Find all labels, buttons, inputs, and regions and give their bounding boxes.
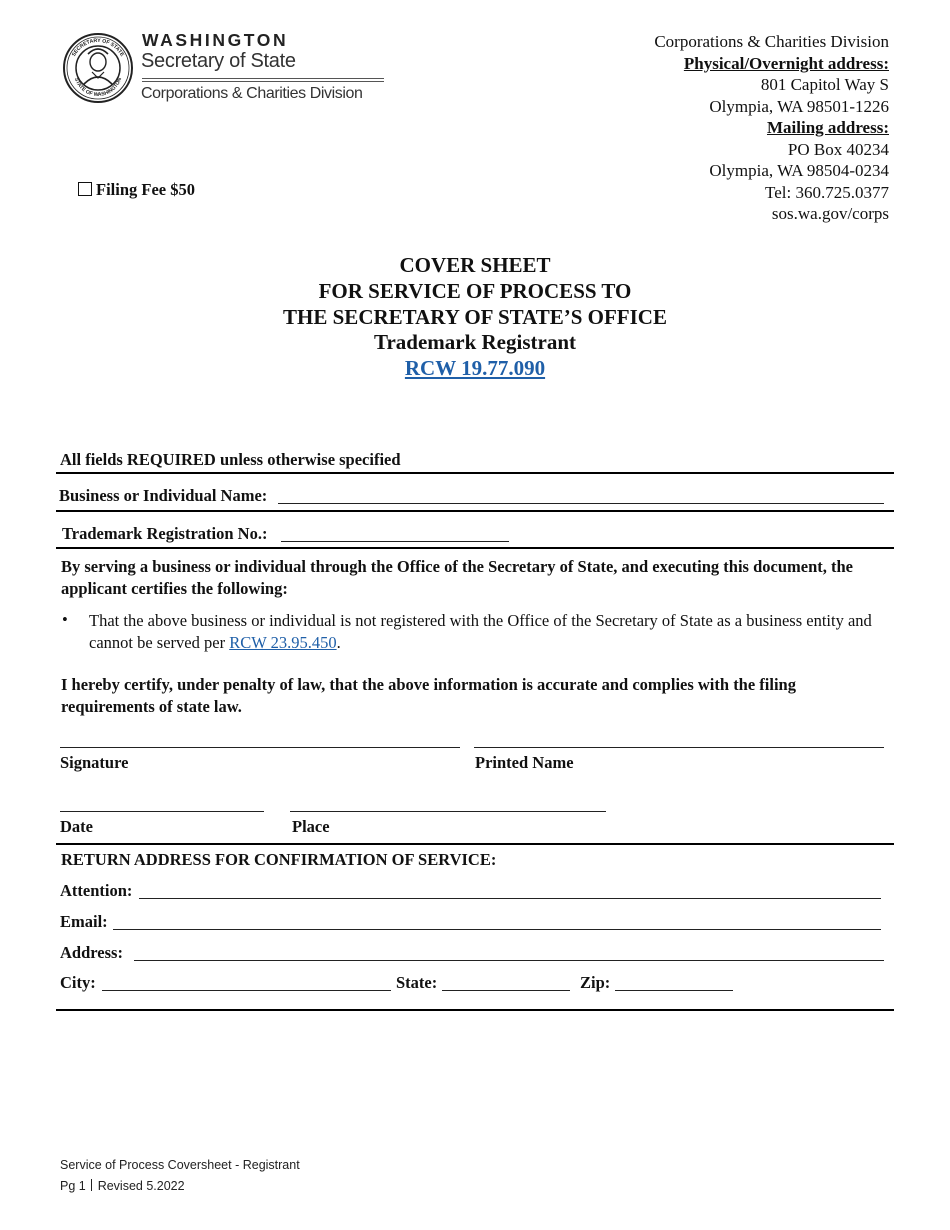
footer-revised: Revised 5.2022 bbox=[97, 1179, 185, 1193]
date-label: Date bbox=[60, 817, 93, 836]
address-division: Corporations & Charities Division bbox=[654, 32, 889, 51]
state-field[interactable] bbox=[442, 990, 570, 991]
office-address-block bbox=[589, 31, 889, 225]
physical-address-line1: 801 Capitol Way S bbox=[760, 75, 889, 94]
business-name-label: Business or Individual Name: bbox=[59, 486, 268, 505]
divider bbox=[56, 547, 894, 549]
business-name-field[interactable] bbox=[278, 503, 884, 504]
logo-office-name: Secretary of State bbox=[141, 50, 296, 72]
place-label: Place bbox=[292, 817, 330, 836]
email-label: Email: bbox=[60, 912, 108, 931]
city-label: City: bbox=[60, 973, 96, 992]
title-line-4: Trademark Registrant bbox=[374, 330, 576, 354]
address-label: Address: bbox=[60, 943, 123, 962]
attention-field[interactable] bbox=[139, 898, 881, 899]
zip-field[interactable] bbox=[615, 990, 733, 991]
divider bbox=[56, 1009, 894, 1011]
place-field[interactable] bbox=[290, 811, 606, 812]
office-website[interactable]: sos.wa.gov/corps bbox=[771, 204, 889, 223]
physical-address-line2: Olympia, WA 98501-1226 bbox=[709, 96, 889, 116]
divider bbox=[56, 843, 894, 845]
trademark-no-label: Trademark Registration No.: bbox=[62, 524, 268, 543]
state-label: State: bbox=[396, 973, 438, 992]
mailing-address-line1: PO Box 40234 bbox=[787, 139, 889, 159]
logo-divider bbox=[142, 78, 384, 79]
city-field[interactable] bbox=[102, 990, 391, 991]
bullet-text: That the above business or individual is not registered with the Office of the Secretary of State as a business entity and cannot be served per bbox=[89, 611, 872, 652]
signature-label: Signature bbox=[60, 753, 129, 772]
logo-divider-2 bbox=[142, 81, 384, 82]
required-note: All fields REQUIRED unless otherwise specified bbox=[60, 450, 401, 469]
footer-page-info bbox=[60, 1179, 185, 1193]
office-phone: Tel: 360.725.0377 bbox=[765, 182, 889, 202]
bullet-end: . bbox=[336, 632, 341, 652]
divider bbox=[56, 510, 894, 512]
bullet-dot: • bbox=[62, 610, 68, 629]
printed-name-label: Printed Name bbox=[475, 753, 574, 772]
title-link-wrap bbox=[0, 356, 950, 381]
state-seal-icon bbox=[62, 32, 134, 104]
filing-fee-label: Filing Fee $50 bbox=[96, 180, 195, 199]
divider bbox=[56, 472, 894, 474]
mailing-address-heading: Mailing address: bbox=[766, 118, 889, 137]
seal-text-top: SECRETARY OF STATE bbox=[71, 37, 125, 58]
rcw-19-77-090-link[interactable]: RCW 19.77.090 bbox=[404, 356, 546, 380]
physical-address-heading: Physical/Overnight address: bbox=[683, 53, 889, 73]
certify-intro: By serving a business or individual through the Office of the Secretary of State, and executing this document, the applicant certifies the following: bbox=[61, 557, 854, 598]
seal-text-bottom: STATE OF WASHINGTON bbox=[72, 77, 124, 99]
footer-doc-name: Service of Process Coversheet - Registrant bbox=[60, 1158, 300, 1172]
footer-separator bbox=[91, 1179, 92, 1191]
filing-fee-option[interactable] bbox=[78, 180, 195, 200]
mailing-address-line2: Olympia, WA 98504-0234 bbox=[709, 161, 889, 180]
logo-division-name: Corporations & Charities Division bbox=[141, 85, 363, 102]
zip-label: Zip: bbox=[580, 973, 611, 992]
rcw-23-95-450-link[interactable]: RCW 23.95.450 bbox=[229, 632, 337, 652]
penalty-statement: I hereby certify, under penalty of law, that the above information is accurate and complies with the filing requirements of state law. bbox=[61, 675, 796, 716]
state-logo bbox=[62, 30, 392, 106]
certification-bullet bbox=[89, 610, 889, 653]
filing-fee-checkbox[interactable] bbox=[78, 182, 92, 196]
attention-label: Attention: bbox=[60, 881, 133, 900]
title-line-3: THE SECRETARY OF STATE’S OFFICE bbox=[283, 305, 667, 329]
logo-state-name: WASHINGTON bbox=[142, 30, 289, 50]
signature-field[interactable] bbox=[60, 747, 460, 748]
return-address-heading: RETURN ADDRESS FOR CONFIRMATION OF SERVICE: bbox=[61, 850, 497, 869]
footer-page-number: Pg 1 bbox=[60, 1179, 86, 1193]
trademark-no-field[interactable] bbox=[281, 541, 509, 542]
printed-name-field[interactable] bbox=[474, 747, 884, 748]
date-field[interactable] bbox=[60, 811, 264, 812]
title-line-2: FOR SERVICE OF PROCESS TO bbox=[318, 279, 632, 303]
address-field[interactable] bbox=[134, 960, 884, 961]
email-field[interactable] bbox=[113, 929, 881, 930]
title-line-1: COVER SHEET bbox=[399, 253, 551, 277]
